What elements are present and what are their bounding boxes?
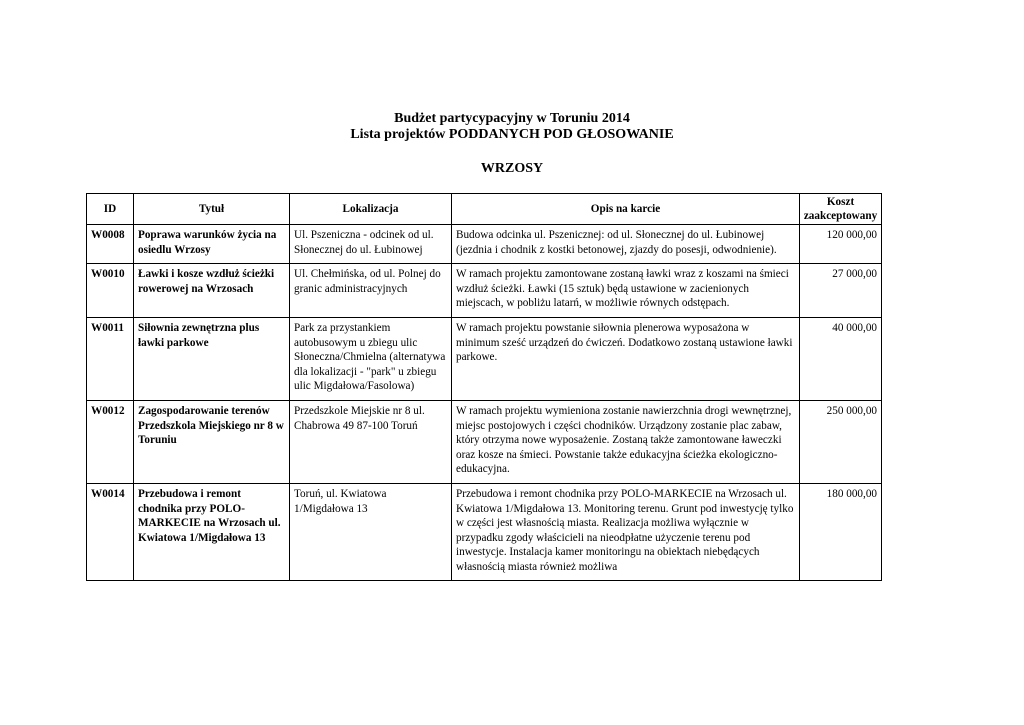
table-row (87, 400, 882, 483)
row-cost: 180 000,00 (800, 483, 882, 581)
column-header-description: Opis na karcie (452, 194, 800, 225)
row-cost: 120 000,00 (800, 225, 882, 264)
table-header-row (87, 194, 882, 225)
projects-table (86, 193, 882, 581)
row-location: Ul. Chełmińska, od ul. Polnej do granic administracyjnych (290, 264, 452, 318)
row-cost: 40 000,00 (800, 317, 882, 400)
table-row (87, 264, 882, 318)
row-cost: 250 000,00 (800, 400, 882, 483)
row-description: Przebudowa i remont chodnika przy POLO-MARKECIE na Wrzosach ul. Kwiatowa 1/Migdałowa 13. Monitoring terenu. Grunt pod inwestycję tylko w części jest własnością miasta. Realizacja możliwa wyłącznie w przypadku zgody właścicieli na nieodpłatne użyczenie terenu pod inwestycje. Instalacja kamer monitoringu na obiektach niebędących własnością miasta również możliwa (452, 483, 800, 581)
row-id: W0011 (87, 317, 134, 400)
table-row (87, 483, 882, 581)
row-description: W ramach projektu zamontowane zostaną ławki wraz z koszami na śmieci wzdłuż ścieżki. Ławki (15 sztuk) będą ustawione w zacienionych miejscach, w pobliżu latarń, w możliwie równych odstępach. (452, 264, 800, 318)
row-location: Przedszkole Miejskie nr 8 ul. Chabrowa 49 87-100 Toruń (290, 400, 452, 483)
row-title: Poprawa warunków życia na osiedlu Wrzosy (134, 225, 290, 264)
row-title: Przebudowa i remont chodnika przy POLO-MARKECIE na Wrzosach ul. Kwiatowa 1/Migdałowa 13 (134, 483, 290, 581)
table-row (87, 317, 882, 400)
row-title: Ławki i kosze wzdłuż ścieżki rowerowej na Wrzosach (134, 264, 290, 318)
row-title: Siłownia zewnętrzna plus ławki parkowe (134, 317, 290, 400)
row-id: W0012 (87, 400, 134, 483)
district-heading: WRZOSY (480, 161, 544, 176)
row-location: Toruń, ul. Kwiatowa 1/Migdałowa 13 (290, 483, 452, 581)
row-description: Budowa odcinka ul. Pszenicznej: od ul. Słonecznej do ul. Łubinowej (jezdnia i chodnik z kostki betonowej, zjazdy do posesji, odwodnienie). (452, 225, 800, 264)
row-location: Park za przystankiem autobusowym u zbiegu ulic Słoneczna/Chmielna (alternatywa dla lokalizacji - "park" u zbiegu ulic Migdałowa/Fasolowa) (290, 317, 452, 400)
row-cost: 27 000,00 (800, 264, 882, 318)
column-header-title: Tytuł (134, 194, 290, 225)
row-id: W0010 (87, 264, 134, 318)
column-header-cost: Koszt zaakceptowany (800, 194, 882, 225)
row-description: W ramach projektu wymieniona zostanie nawierzchnia drogi wewnętrznej, miejsc postojowych i części chodników. Urządzony zostanie plac zabaw, który otrzyma nowe wyposażenie. Zostaną także zamontowane ławeczki oraz kosze na śmieci. Powstanie także edukacyjna ścieżka ekologiczno-edukacyjna. (452, 400, 800, 483)
row-description: W ramach projektu powstanie siłownia plenerowa wyposażona w minimum sześć urządzeń do ćwiczeń. Dodatkowo zostaną ustawione ławki parkowe. (452, 317, 800, 400)
row-location: Ul. Pszeniczna - odcinek od ul. Słonecznej do ul. Łubinowej (290, 225, 452, 264)
column-header-location: Lokalizacja (290, 194, 452, 225)
row-title: Zagospodarowanie terenów Przedszkola Miejskiego nr 8 w Toruniu (134, 400, 290, 483)
column-header-id: ID (87, 194, 134, 225)
row-id: W0014 (87, 483, 134, 581)
page-subtitle: Lista projektów PODDANYCH POD GŁOSOWANIE (350, 127, 674, 142)
row-id: W0008 (87, 225, 134, 264)
page-title: Budżet partycypacyjny w Toruniu 2014 (394, 111, 630, 126)
table-row (87, 225, 882, 264)
page-header (0, 111, 1024, 143)
